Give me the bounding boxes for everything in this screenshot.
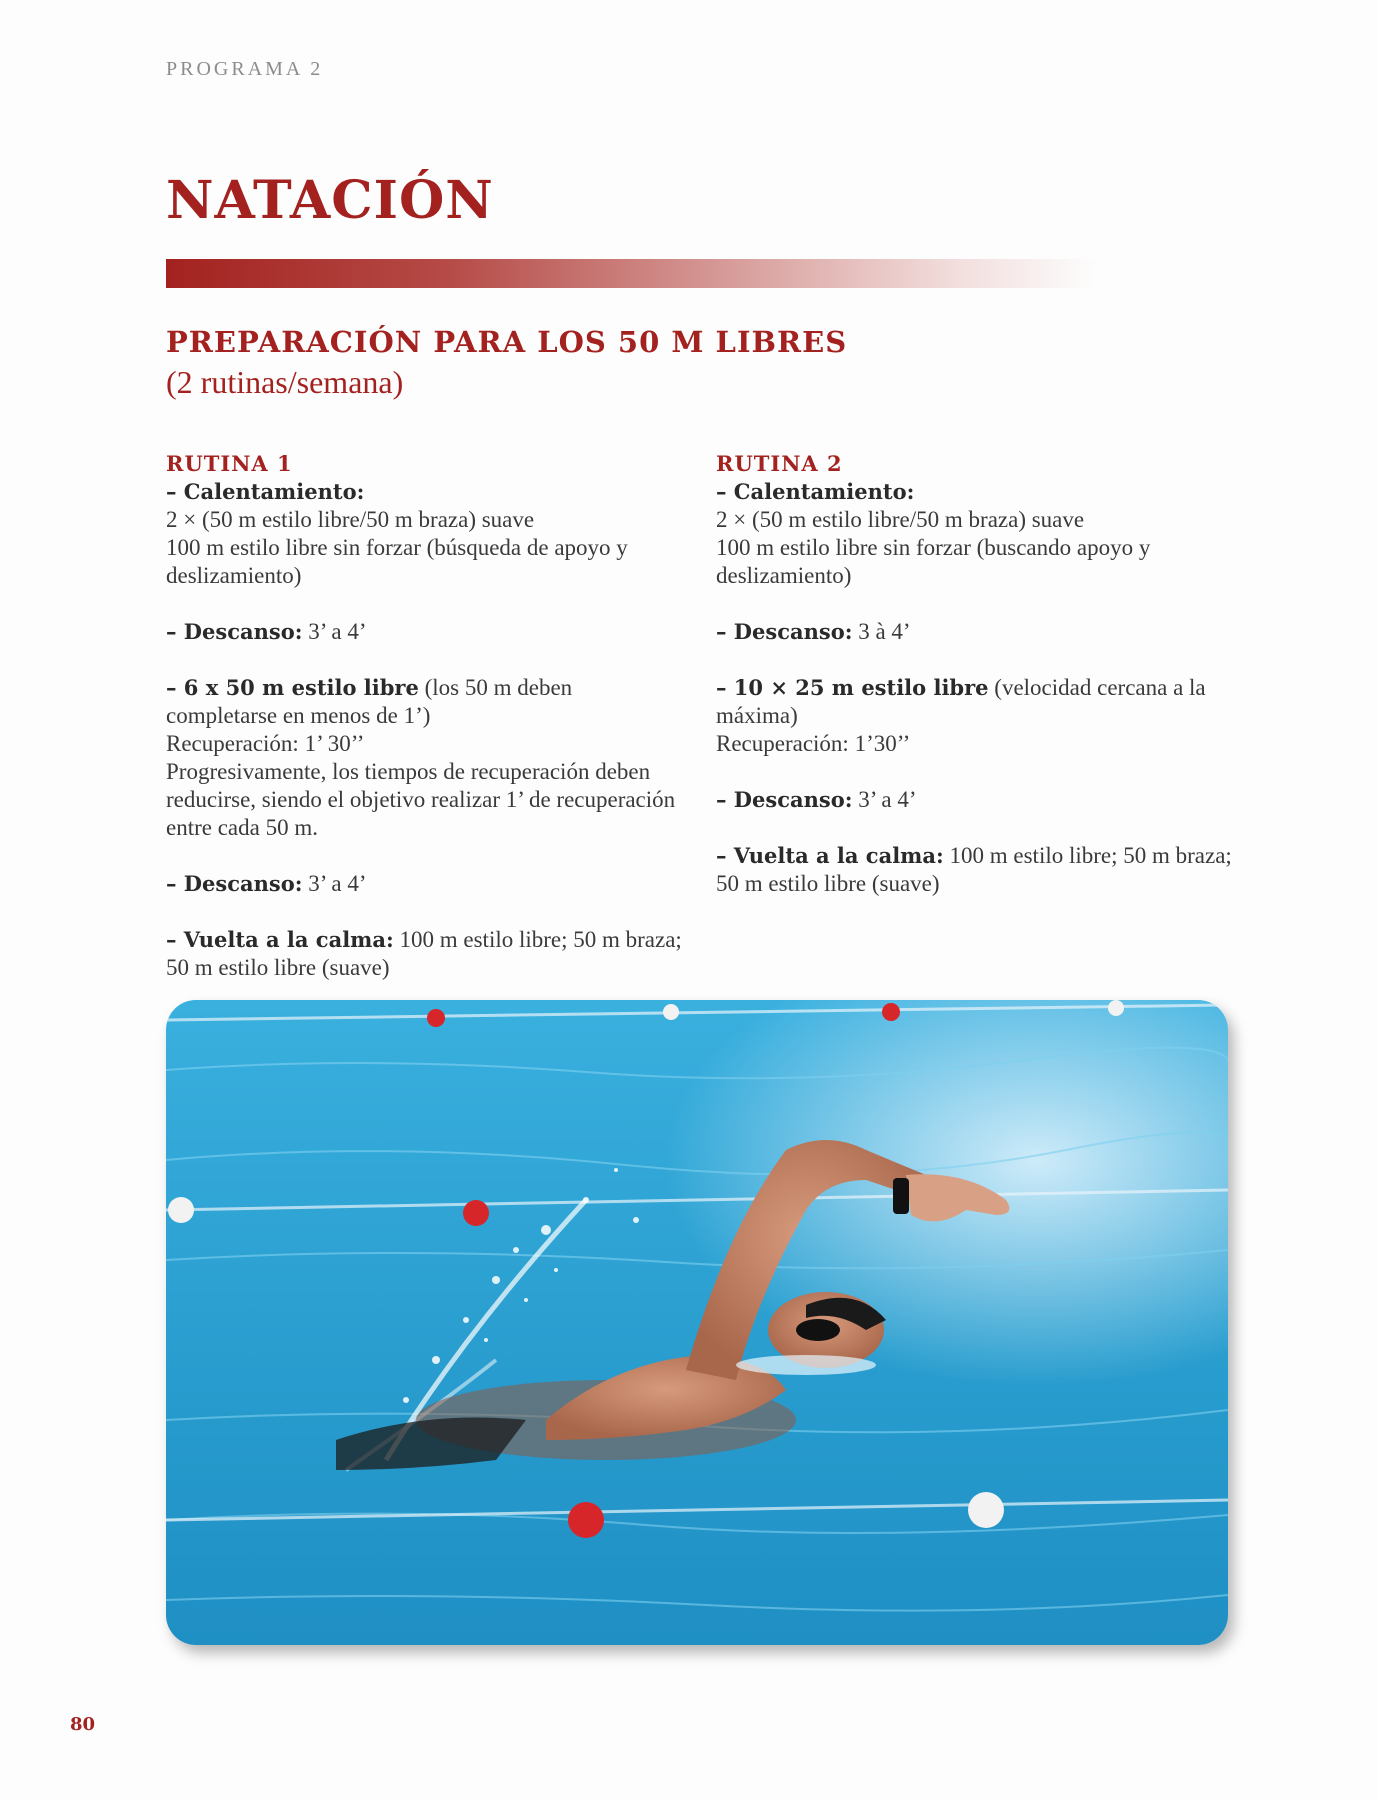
routine-1-cooldown-label: – Vuelta a la calma: <box>166 927 394 952</box>
routine-2-set-note: (velocidad cercana a la máxima) <box>716 675 1206 728</box>
routine-1-column <box>166 450 686 1010</box>
routine-1-progression: Progresivamente, los tiempos de recuperación deben reducirse, siendo el objetivo realizar 1’ de recuperación entre cada 50 m. <box>166 759 676 840</box>
routine-2-warmup-line2: 100 m estilo libre sin forzar (buscando apoyo y deslizamiento) <box>716 535 1151 588</box>
routine-2-cooldown-label: – Vuelta a la calma: <box>716 843 944 868</box>
routine-2-recovery: Recuperación: 1’30’’ <box>716 731 911 756</box>
routine-1-rest1-value: 3’ a 4’ <box>302 619 367 644</box>
routine-1-rest2-label: – Descanso: <box>166 871 303 896</box>
routine-1-set-label: – 6 x 50 m estilo libre <box>166 675 419 700</box>
swimmer-illustration <box>166 1000 1228 1645</box>
routine-1-cooldown-value: 100 m estilo libre; 50 m braza; 50 m estilo libre (suave) <box>166 927 682 980</box>
routine-1-rest1-label: – Descanso: <box>166 619 303 644</box>
routine-2-rest2-value: 3’ a 4’ <box>852 787 917 812</box>
page-title: NATACIÓN <box>166 170 494 231</box>
routine-1-recovery: Recuperación: 1’ 30’’ <box>166 731 365 756</box>
routine-2-column <box>716 450 1236 926</box>
routine-1-warmup-line1: 2 × (50 m estilo libre/50 m braza) suave <box>166 507 535 532</box>
page-number: 80 <box>70 1714 96 1735</box>
section-kicker: PROGRAMA 2 <box>166 58 324 80</box>
routine-1-warmup-label: – Calentamiento: <box>166 479 365 504</box>
section-subtitle-note: (2 rutinas/semana) <box>166 364 404 400</box>
routine-2-title: RUTINA 2 <box>716 451 843 476</box>
title-gradient-rule <box>166 259 1096 288</box>
routine-2-warmup-label: – Calentamiento: <box>716 479 915 504</box>
routine-2-rest2-label: – Descanso: <box>716 787 853 812</box>
routine-1-rest2-value: 3’ a 4’ <box>302 871 367 896</box>
routine-2-set-label: – 10 × 25 m estilo libre <box>716 675 989 700</box>
routine-2-cooldown-value: 100 m estilo libre; 50 m braza; 50 m estilo libre (suave) <box>716 843 1232 896</box>
swimmer-photo <box>166 1000 1228 1645</box>
routine-1-warmup-line2: 100 m estilo libre sin forzar (búsqueda de apoyo y deslizamiento) <box>166 535 628 588</box>
routine-2-warmup-line1: 2 × (50 m estilo libre/50 m braza) suave <box>716 507 1085 532</box>
routine-1-set-note: (los 50 m deben completarse en menos de 1’) <box>166 675 573 728</box>
section-subtitle: PREPARACIÓN PARA LOS 50 M LIBRES <box>166 325 848 359</box>
routine-2-rest1-label: – Descanso: <box>716 619 853 644</box>
routine-1-title: RUTINA 1 <box>166 451 293 476</box>
routine-2-rest1-value: 3 à 4’ <box>852 619 911 644</box>
